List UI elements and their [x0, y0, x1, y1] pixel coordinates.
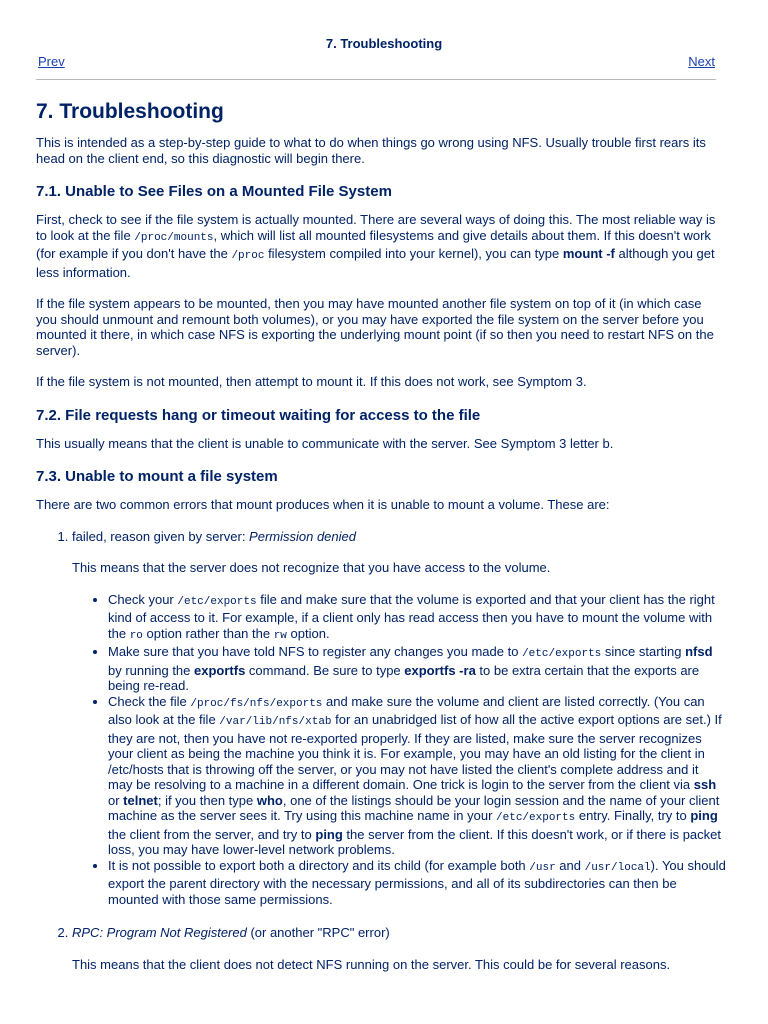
section-7-2-paragraph: This usually means that the client is unable to communicate with the server. See Symptom 3 letter b.	[36, 435, 614, 451]
section-7-1-paragraph-2: If the file system appears to be mounted, then you may have mounted another file system on top of it (in which case you should unmount and remount both volumes), or you may have exported the file system on the server before you mounted it there, in which case NFS is exporting the underlying mount point (if so then you need to restart NFS on the server).	[36, 296, 714, 358]
error-description: This means that the client does not detect NFS running on the server. This could be for several reasons.	[72, 956, 671, 972]
list-item: • Check your /etc/exports file and make sure that the volume is exported and that your client has the right kind of access to it. For example, if a client only has read access then you have to mount the volume with the ro option rather than the rw option.	[108, 592, 726, 645]
error-list	[36, 529, 726, 973]
section-7-3-intro: There are two common errors that mount produces when it is unable to mount a volume. These are:	[36, 497, 610, 512]
error-label: 2. RPC: Program Not Registered (or another "RPC" error)	[72, 925, 390, 940]
intro-paragraph: This is intended as a step-by-step guide to what to do when things go wrong using NFS. Usually trouble first rears its head on the client end, so this diagnostic will begin there.	[36, 135, 706, 166]
list-item: • Check the file /proc/fs/nfs/exports and make sure the volume and client are listed correctly. (You can also look at the file /var/lib/nfs/xtab for an unabridged list of how all the active export options are set.) If they are not, then you have not re-exported properly. If they are listed, make sure the server recognizes your client as being the machine you think it is. For example, you may have an old listing for the client in /etc/hosts that is throwing off the server, or you may not have listed the client's complete address and it may be resolving to a machine in a different domain. One trick is login to the server from the client via ssh or telnet; if you then type who, one of the listings should be your login session and the name of your client machine as the server sees it. Try using this machine name in your /etc/exports entry. Finally, try to ping the client from the server, and try to ping the server from the client. If this doesn't work, or if there is packet loss, you may have lower-level network problems.	[108, 694, 726, 858]
list-item: • Make sure that you have told NFS to register any changes you made to /etc/exports since starting nfsd by running the exportfs command. Be sure to type exportfs -ra to be extra certain that the exports are being re-read.	[108, 644, 726, 694]
section-7-1-paragraph-1: First, check to see if the file system is actually mounted. There are several ways of doing this. The most reliable way is to look at the file /proc/mounts, which will list all mounted filesystems and give details about them. If this doesn't work (for example if you don't have the /proc filesystem compiled into your kernel), you can type mount -f although you get less information.	[36, 212, 716, 280]
code-proc-mounts: /proc/mounts	[134, 231, 214, 244]
error-description: This means that the server does not recognize that you have access to the volume.	[72, 560, 551, 575]
section-7-2-heading: 7.2. File requests hang or timeout waiting for access to the file	[36, 406, 481, 424]
code-proc: /proc	[231, 250, 265, 262]
error-item-rpc	[72, 925, 726, 972]
error-item-permission-denied	[72, 529, 726, 908]
section-7-3-heading: 7.3. Unable to mount a file system	[36, 468, 278, 485]
cmd-mount-f: mount -f	[562, 246, 615, 261]
page-title: 7. Troubleshooting	[36, 100, 224, 123]
list-item: • It is not possible to export both a directory and its child (for example both /usr and /usr/local). You should export the parent directory with the necessary permissions, and all of its subdirectories can then be mounted with those same permissions.	[108, 858, 726, 908]
nav-title: 7. Troubleshooting	[325, 36, 443, 51]
main-content	[36, 99, 726, 990]
check-list	[72, 592, 726, 908]
nav-divider	[36, 79, 716, 80]
next-link[interactable]: Next	[688, 54, 715, 69]
error-label: 1. failed, reason given by server: Permission denied	[72, 528, 356, 544]
section-7-1-paragraph-3: If the file system is not mounted, then attempt to mount it. If this does not work, see Symptom 3.	[36, 374, 587, 389]
section-7-1-heading: 7.1. Unable to See Files on a Mounted File System	[36, 183, 392, 200]
prev-link[interactable]: Prev	[38, 54, 65, 69]
